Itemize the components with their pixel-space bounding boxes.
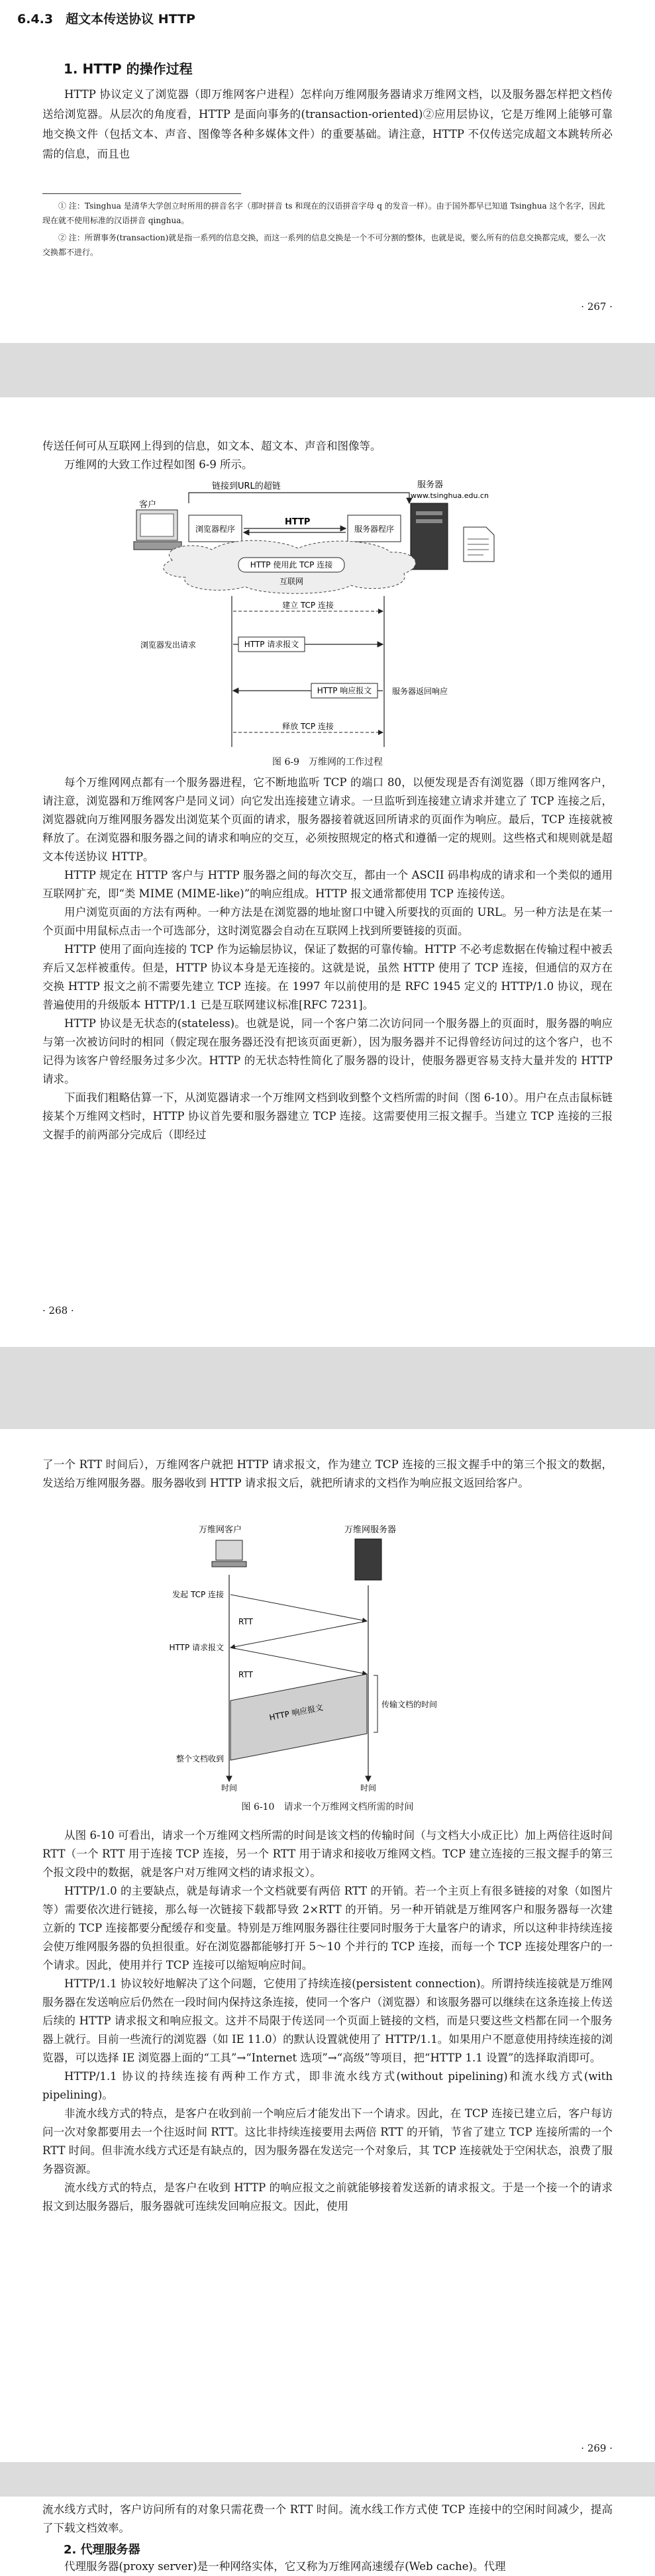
client-computer-icon — [216, 1540, 242, 1560]
transfer-brace — [374, 1675, 378, 1732]
footnote-rule — [42, 193, 241, 194]
body-text — [42, 1456, 613, 1493]
body-text — [42, 85, 613, 164]
rtt-label: RTT — [238, 1617, 253, 1626]
rtt-label: RTT — [238, 1670, 253, 1679]
server-slot — [416, 519, 442, 523]
server-return-label: 服务器返回响应 — [392, 687, 448, 696]
page-gap — [0, 1347, 655, 1429]
paragraph: HTTP 使用了面向连接的 TCP 作为运输层协议，保证了数据的可靠传输。HTTP 不必考虑数据在传输过程中被丢弃后又怎样被重传。但是，HTTP 协议本身是无连接的。这就是说，虽然 HTTP 使用了 TCP 连接，但通信的双方在交换 HTTP 报文之前不需要先建立 TCP 连接。在 1997 年以前使用的是 RFC 1945 定义的 HTTP/1.0 协议，现在普遍使用的升级版本 HTTP/1.1 已是互联网建议标准[RFC 7231]。 — [42, 943, 613, 1011]
figure-6-10 — [146, 1522, 517, 1793]
server-slot — [416, 511, 442, 515]
response-band — [230, 1674, 367, 1760]
body-text — [42, 1826, 613, 2216]
server-program-label: 服务器程序 — [354, 524, 395, 534]
page-number: · 268 · — [42, 1305, 74, 1316]
page-gap — [0, 2462, 655, 2497]
paragraph: HTTP 规定在 HTTP 客户与 HTTP 服务器之间的每次交互，都由一个 ASCII 码串构成的请求和一个类似的通用互联网扩充，即“类 MIME (MIME-like)”的响应组成。HTTP 报文通常都使用 TCP 连接传送。 — [42, 869, 613, 900]
client-keyboard-icon — [212, 1561, 246, 1567]
footnote: ② 注：所谓事务(transaction)就是指一系列的信息交换，而这一系列的信息交换是一个不可分割的整体，也就是说，要么所有的信息交换都完成，要么一次交换都不进行。 — [42, 233, 606, 257]
paragraph: 万维网的大致工作过程如图 6-9 所示。 — [64, 458, 253, 471]
paragraph: HTTP/1.1 协议的持续连接有两种工作方式，即非流水线方式(without pipelining)和流水线方式(with pipelining)。 — [42, 2070, 613, 2101]
response-label: HTTP 响应报文 — [268, 1703, 325, 1722]
figure-6-9 — [132, 475, 530, 750]
time-label: 时间 — [360, 1783, 377, 1793]
client-screen — [140, 514, 174, 536]
paragraph: 非流水线方式的特点，是客户在收到前一个响应后才能发出下一个请求。因此，在 TCP 连接已建立后，客户每访问一次对象都要用去一个往返时间 RTT。这比非持续连接要用去两倍 RTT 的开销，节省了建立 TCP 连接所需的一个 RTT 时间。但非流水线方式还是有缺点的，因为服务器在发送完一个对象后，其 TCP 连接就处于空闲状态，浪费了服务器资源。 — [42, 2107, 613, 2175]
paragraph: HTTP/1.0 的主要缺点，就是每请求一个文档就要有两倍 RTT 的开销。若一个主页上有很多链接的对象（如图片等）需要依次进行链接，那么每一次链接下载都导致 2×RTT 的开销。另一种开销就是万维网客户和服务器每一次建立新的 TCP 连接都要分配缓存和变量。特别是万维网服务器往往要同时服务于大量客户的请求，所以这种非持续连接会使万维网服务器的负担很重。好在浏览器都能够打开 5～10 个并行的 TCP 连接，而每一个 TCP 连接处理客户的一个请求。因此，使用并行 TCP 连接可以缩短响应时间。 — [42, 1885, 613, 1971]
paragraph: 用户浏览页面的方法有两种。一种方法是在浏览器的地址窗口中键入所要找的页面的 URL。另一种方法是在某一个页面中用鼠标点击一个可选部分，这时浏览器会自动在互联网上找到所要链接的页面。 — [42, 906, 613, 937]
time-label: 时间 — [221, 1783, 238, 1793]
paragraph: 流水线方式时，客户访问所有的对象只需花费一个 RTT 时间。流水线工作方式使 TCP 连接中的空闲时间减少，提高了下载文档效率。 — [42, 2503, 613, 2534]
page-number: · 269 · — [581, 2442, 613, 2454]
paragraph: 下面我们粗略估算一下，从浏览器请求一个万维网文档到收到整个文档所需的时间（图 6-10）。用户在点击鼠标链接某个万维网文档时，HTTP 协议首先要和服务器建立 TCP 连接。这需要使用三报文握手。当建立 TCP 连接的三报文握手的前两部分完成后（即经过 — [42, 1091, 613, 1141]
link-arrow — [189, 493, 409, 503]
paragraph: 每个万维网网点都有一个服务器进程，它不断地监听 TCP 的端口 80，以便发现是否有浏览器（即万维网客户，请注意，浏览器和万维网客户是同义词）向它发出连接建立请求。一旦监听到连接建立请求并建立了 TCP 连接之后，浏览器就向万维网服务器发出浏览某个页面的请求，服务器接着就返回所请求的页面作为响应。最后，TCP 连接就被释放了。在浏览器和服务器之间的请求和响应的交互，必须按照规定的格式和遵循一定的规则。这些格式和规则就是超文本传送协议 HTTP。 — [42, 776, 613, 863]
http-request-label: HTTP 请求报文 — [244, 640, 299, 649]
subsection-title: 2. 代理服务器 — [64, 2543, 140, 2557]
paragraph: HTTP 协议是无状态的(stateless)。也就是说，同一个客户第二次访问同一个服务器上的页面时，服务器的响应与第一次被访问时的相同（假定现在服务器还没有把该页面更新），因为服务器并不记得曾经访问过的这个客户，也不记得为该客户曾经服务过多少次。HTTP 的无状态特性简化了服务器的设计，使服务器更容易支持大量并发的 HTTP 请求。 — [42, 1017, 613, 1085]
paragraph: 代理服务器(proxy server)是一种网络实体，它又称为万维网高速缓存(Web cache)。代理 — [64, 2560, 506, 2573]
subsection-title: 1. HTTP 的操作过程 — [64, 61, 193, 77]
body-text — [42, 437, 613, 474]
received-label: 整个文档收到 — [176, 1754, 224, 1763]
page-268 — [0, 397, 655, 1347]
server-url: www.tsinghua.edu.cn — [411, 491, 489, 500]
client-label: 万维网客户 — [199, 1525, 242, 1535]
page-269 — [0, 1429, 655, 2462]
paragraph: 流水线方式的特点，是客户在收到 HTTP 的响应报文之前就能够接着发送新的请求报文。于是一个接一个的请求报文到达服务器后，服务器就可连续发回响应报文。因此，使用 — [42, 2181, 613, 2212]
browser-send-label: 浏览器发出请求 — [140, 640, 196, 650]
footnotes — [42, 199, 613, 262]
tcp-pipe-label: HTTP 使用此 TCP 连接 — [250, 560, 333, 570]
client-title: 客户 — [139, 500, 157, 510]
internet-label: 互联网 — [279, 577, 304, 586]
section-title: 6.4.3 超文本传送协议 HTTP — [17, 12, 195, 26]
http-response-label: HTTP 响应报文 — [317, 686, 372, 695]
page-270 — [0, 2497, 655, 2576]
establish-label: 建立 TCP 连接 — [282, 601, 334, 610]
footnote: ① 注：Tsinghua 是清华大学创立时所用的拼音名字（那时拼音 ts 和现在的汉语拼音字母 q 的发音一样）。由于国外都早已知道 Tsinghua 这个名字，因此现在就不使用标准的汉语拼音 qinghua。 — [42, 201, 605, 225]
tcp-req-label: 发起 TCP 连接 — [172, 1590, 224, 1599]
server-tower-icon — [355, 1539, 381, 1580]
browser-label: 浏览器程序 — [195, 524, 236, 534]
http-req-label: HTTP 请求报文 — [169, 1643, 224, 1652]
paragraph: HTTP/1.1 协议较好地解决了这个问题，它使用了持续连接(persistent connection)。所谓持续连接就是万维网服务器在发送响应后仍然在一段时间内保持这条连接，使同一个客户（浏览器）和该服务器可以继续在这条连接上传送后续的 HTTP 请求报文和响应报文。这并不局限于传送同一个页面上链接的文档，而是只要这些文档都在同一个服务器上就行。目前一些流行的浏览器（如 IE 11.0）的默认设置就使用了 HTTP/1.1。如果用户不愿意使用持续连接的浏览器，可以选择 IE 浏览器上面的“工具”→“Internet 选项”→“高级”等项目，把“HTTP 1.1 设置”的选择取消即可。 — [42, 1977, 613, 2064]
paragraph: 从图 6-10 可看出，请求一个万维网文档所需的时间是该文档的传输时间（与文档大小成正比）加上两倍往返时间 RTT（一个 RTT 用于连接 TCP 连接，另一个 RTT 用于请求和接收万维网文档。TCP 建立连接的三报文握手的第三个报文段中的数据，就是客户对万维网文档的请求报文）。 — [42, 1829, 613, 1879]
body-text — [42, 773, 613, 1144]
page-267 — [0, 0, 655, 343]
transfer-label: 传输文档的时间 — [381, 1700, 438, 1709]
server-label: 万维网服务器 — [344, 1525, 397, 1535]
client-keyboard-icon — [134, 542, 181, 550]
release-label: 释放 TCP 连接 — [282, 722, 334, 731]
figure-caption: 图 6-9 万维网的工作过程 — [272, 757, 383, 768]
page-gap — [0, 343, 655, 397]
figure-caption: 图 6-10 请求一个万维网文档所需的时间 — [241, 1802, 414, 1812]
paragraph: 传送任何可从互联网上得到的信息，如文本、超文本、声音和图像等。 — [42, 440, 381, 452]
body-text — [42, 2501, 613, 2538]
link-label: 链接到URL的超链 — [212, 481, 281, 491]
paragraph: HTTP 协议定义了浏览器（即万维网客户进程）怎样向万维网服务器请求万维网文档，以及服务器怎样把文档传送给浏览器。从层次的角度看，HTTP 是面向事务的(transaction-oriented)②应用层协议，它是万维网上能够可靠地交换文件（包括文本、声音、图像等各种多媒体文件）的重要基础。请注意，HTTP 不仅传送完成超文本跳转所必需的信息，而且也 — [42, 88, 613, 160]
paragraph: 了一个 RTT 时间后），万维网客户就把 HTTP 请求报文，作为建立 TCP 连接的三报文握手中的第三个报文的数据，发送给万维网服务器。服务器收到 HTTP 请求报文后，就把所请求的文档作为响应报文返回给客户。 — [42, 1458, 613, 1489]
server-title: 服务器 — [417, 480, 444, 490]
http-label: HTTP — [285, 517, 311, 527]
page-number: · 267 · — [581, 301, 613, 313]
body-text — [42, 2557, 613, 2576]
